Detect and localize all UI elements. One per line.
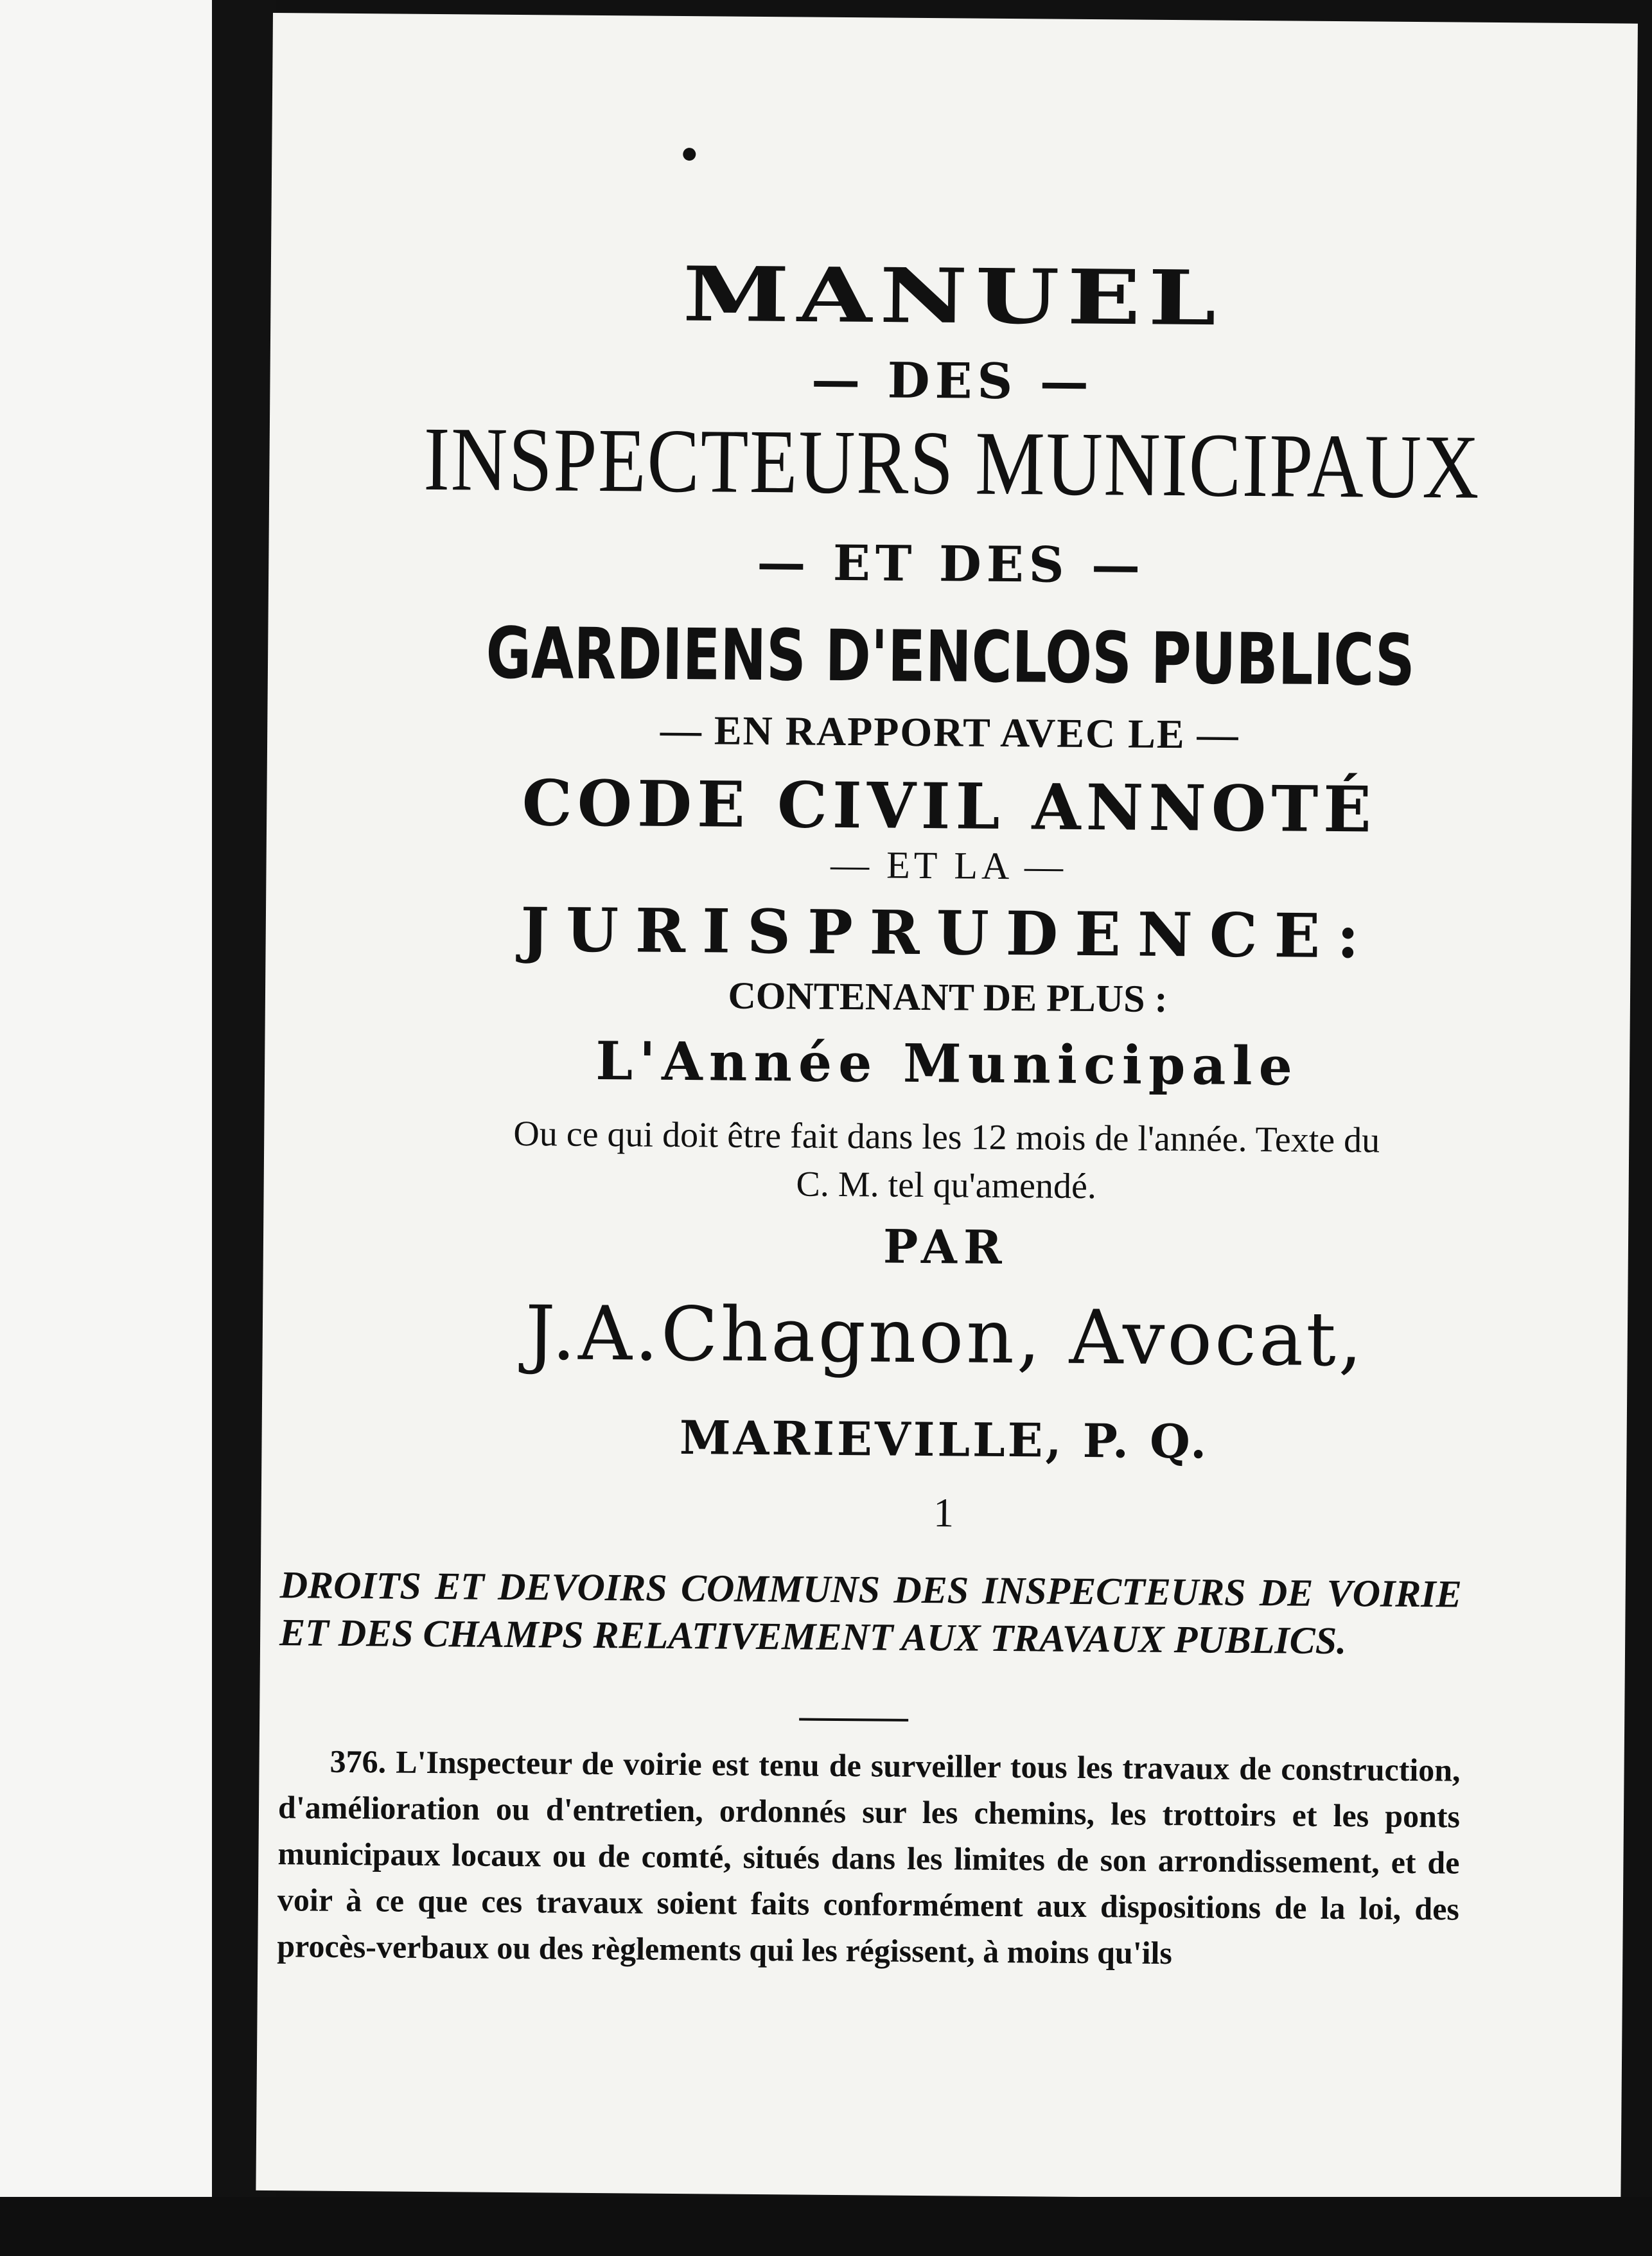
title-manuel: MANUEL xyxy=(682,250,1224,343)
title-inspecteurs: INSPECTEURS MUNICIPAUX xyxy=(423,407,1481,518)
publication-place: MARIEVILLE, P. Q. xyxy=(679,1410,1209,1469)
article-376-paragraph: 376. L'Inspecteur de voirie est tenu de surveiller tous les travaux de construction, d'amélioration ou d'entretien, ordonnés sur les chemins, les trottoirs et les ponts municipaux locaux ou de comté, situés dans les limites de son arrondissement, et de voir à ce que ces travaux soient faits conformément aux dispositions de la loi, des procès-verbaux ou des règlements qui les régissent, à moins qu'ils xyxy=(277,1743,1461,1971)
title-des: — DES — xyxy=(811,351,1094,411)
title-par: PAR xyxy=(883,1219,1009,1275)
page-number: 1 xyxy=(933,1490,954,1536)
author-name: J.A.Chagnon, Avocat, xyxy=(525,1290,1366,1384)
left-page-margin xyxy=(0,0,212,2256)
title-et-des: — ET DES — xyxy=(757,533,1146,594)
title-et-la: — ET LA — xyxy=(830,843,1068,888)
title-code-civil: CODE CIVIL ANNOTÉ xyxy=(522,766,1377,847)
section-divider xyxy=(799,1718,908,1722)
title-page xyxy=(256,13,1638,2201)
subtitle-line-1: Ou ce qui doit être fait dans les 12 mois de l'année. Texte du xyxy=(513,1113,1380,1161)
title-contenant: CONTENANT DE PLUS : xyxy=(728,974,1168,1020)
title-gardiens: GARDIENS D'ENCLOS PUBLICS xyxy=(486,612,1416,701)
scan-bottom-edge xyxy=(0,2197,1652,2256)
title-jurisprudence: JURISPRUDENCE: xyxy=(520,895,1376,973)
title-en-rapport: — EN RAPPORT AVEC LE — xyxy=(660,707,1240,757)
subtitle-line-2: C. M. tel qu'amendé. xyxy=(796,1164,1097,1207)
section-heading: DROITS ET DEVOIRS COMMUNS DES INSPECTEURS DE VOIRIE ET DES CHAMPS RELATIVEMENT AUX TRAVAUX PUBLICS. xyxy=(279,1564,1462,1662)
title-annee-municipale: L'Année Municipale xyxy=(595,1030,1299,1098)
printer-dot xyxy=(683,148,696,161)
